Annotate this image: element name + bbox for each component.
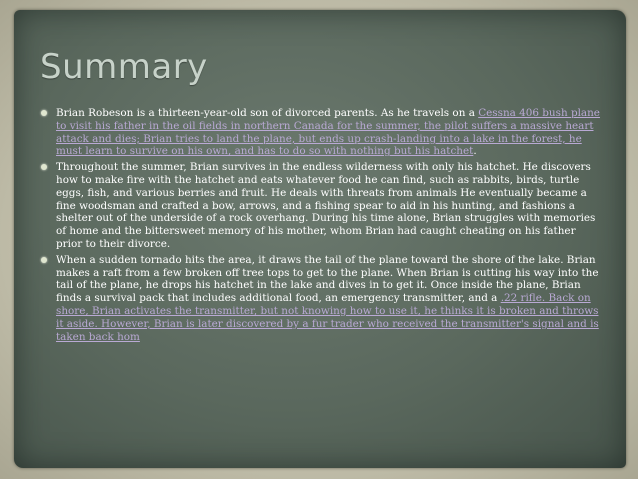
bullet-text: Throughout the summer, Brian survives in the endless wilderness with only his hatchet. He discovers how to make fire with the hatchet and eats whatever food he can find, such as rabbits, birds, turtle eggs, fish, and various berries and fruit. He deals with threats from animals He eventually became a fine woodsman and crafted a bow, arrows, and a fishing spear to aid in his hunting, and fashions a shelter out of the underside of a rock overhang. During his time alone, Brian struggles with memories of home and the bittersweet memory of his mother, whom Brian had caught cheating on his father prior to their divorce.	[56, 161, 596, 250]
bullet-link-text[interactable]: Cessna 406 bush plane to visit his father in the oil fields in northern Canada for the summer, the pilot suffers a massive heart attack and dies; Brian tries to land the plane, but ends up crash-landing into a lake in the forest, he must learn to survive on his own, and has to do so with nothing but his hatchet	[56, 107, 600, 158]
bullet-item	[40, 161, 600, 251]
bullet-text: Brian Robeson is a thirteen-year-old son of divorced parents. As he travels on a	[56, 107, 479, 119]
bullet-dot-icon	[41, 110, 47, 116]
bullet-dot-icon	[41, 164, 47, 170]
bullet-item	[40, 254, 600, 344]
bullet-list	[40, 107, 600, 346]
bullet-link-text[interactable]: .22 rifle. Back on shore, Brian activates the transmitter, but not knowing how to use it, he thinks it is broken and throws it aside. However, Brian is later discovered by a fur trader who received the transmitter's signal and is taken back hom	[56, 292, 599, 343]
bullet-text: When a sudden tornado hits the area, it draws the tail of the plane toward the shore of the lake. Brian makes a raft from a few broken off tree tops to get to the plane. When Brian is cutting his way into the tail of the plane, he drops his hatchet in the lake and dives in to get it. Once inside the plane, Brian finds a survival pack that includes additional food, an emergency transmitter, and a	[56, 253, 599, 305]
bullet-dot-icon	[41, 257, 47, 263]
slide-title: Summary	[40, 47, 208, 87]
bullet-item	[40, 107, 600, 158]
bullet-text-end: .	[473, 145, 477, 158]
